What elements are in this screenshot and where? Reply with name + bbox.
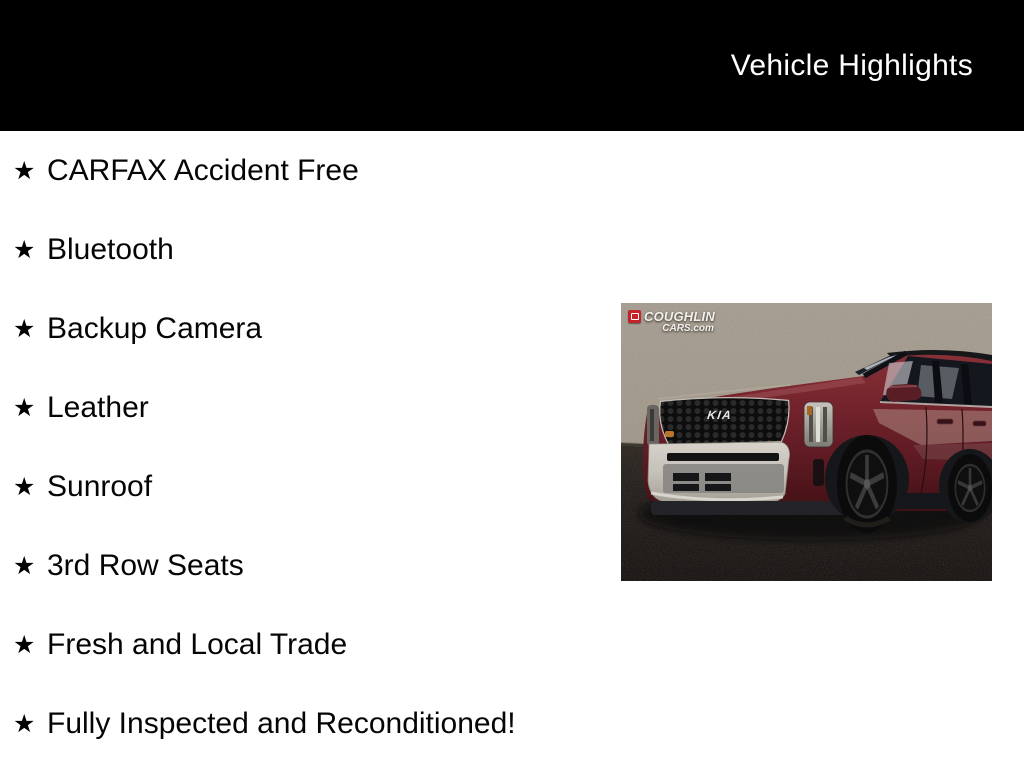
feature-label: 3rd Row Seats: [47, 548, 244, 582]
vehicle-photo: [621, 303, 992, 581]
feature-label: Fully Inspected and Reconditioned!: [47, 706, 516, 740]
star-icon: ★: [13, 551, 36, 580]
feature-label: Sunroof: [47, 469, 153, 503]
list-item: [13, 131, 1024, 210]
header-bar: [0, 0, 1024, 131]
feature-label: Fresh and Local Trade: [47, 627, 348, 661]
svg-text:KIA: KIA: [706, 408, 734, 422]
dealer-name: COUGHLIN: [644, 309, 715, 324]
list-item: [13, 605, 1024, 684]
feature-label: Leather: [47, 390, 149, 424]
star-icon: ★: [13, 314, 36, 343]
dealer-watermark-text: [644, 310, 715, 334]
feature-label: CARFAX Accident Free: [47, 153, 359, 187]
star-icon: ★: [13, 709, 36, 738]
dealer-watermark: [628, 310, 715, 334]
star-icon: ★: [13, 393, 36, 422]
dealer-logo-icon: [628, 310, 641, 323]
star-icon: ★: [13, 156, 36, 185]
page-title: Vehicle Highlights: [730, 48, 973, 82]
list-item: [13, 210, 1024, 289]
dealer-domain: CARS.com: [662, 323, 714, 334]
car-illustration: [621, 303, 992, 581]
star-icon: ★: [13, 235, 36, 264]
star-icon: ★: [13, 472, 36, 501]
list-item: [13, 684, 1024, 763]
star-icon: ★: [13, 630, 36, 659]
feature-label: Backup Camera: [47, 311, 263, 345]
feature-label: Bluetooth: [47, 232, 174, 266]
